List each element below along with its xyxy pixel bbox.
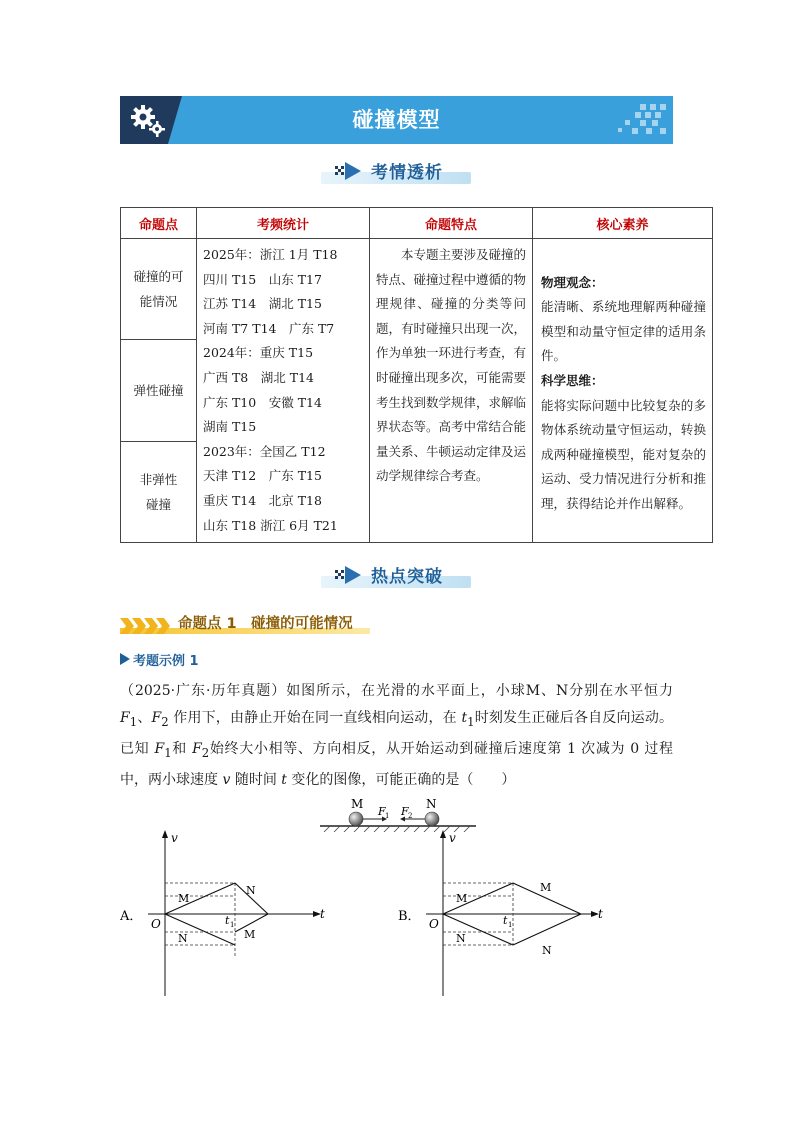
force1-label: F <box>378 805 386 818</box>
header-cell: 命题特点 <box>370 208 533 239</box>
t1-label: t <box>503 914 508 927</box>
core-text-physics-concept: 能清晰、系统地理解两种碰撞模型和动量守恒定律的适用条件。 <box>541 299 706 364</box>
subscript: 2 <box>201 745 210 760</box>
question-part: 作用下，由静止开始在同一直线相向运动，在 <box>168 710 462 726</box>
time-symbol: t <box>281 771 287 788</box>
force-symbol: F <box>154 740 165 757</box>
subscript: 1 <box>164 745 172 760</box>
line-n-label: N <box>246 884 256 897</box>
features-cell: 本专题主要涉及碰撞的特点、碰撞过程中遵循的物理规律、碰撞的分类等问题，有时碰撞只出现一次，作为单独一环进行考查，有时碰撞出现多次，可能需要考生找到数学规律，求解临界状态等。高考中常结合能量关系、牛顿运动定律及运动学规律综合考查。 <box>370 239 533 543</box>
line-n-label: N <box>542 944 552 957</box>
ball-n <box>425 812 439 826</box>
table-row <box>121 239 713 340</box>
axis-v-label: v <box>171 831 178 845</box>
command-point-label: 命题点 1 碰撞的可能情况 <box>178 616 353 632</box>
question-part: 随时间 <box>230 771 282 788</box>
t1-subscript: 1 <box>508 921 513 929</box>
question-part: 和 <box>171 740 193 757</box>
subscript: 1 <box>467 714 475 729</box>
origin-label: O <box>429 917 439 931</box>
separator: 、 <box>137 710 152 726</box>
force2-subscript: 2 <box>408 812 413 820</box>
line-m-label: M <box>244 928 256 941</box>
point-cell: 非弹性 碰撞 <box>121 441 197 542</box>
ball-n-label: N <box>426 798 437 811</box>
option-b-label: B． <box>398 909 421 924</box>
chevrons-icon <box>120 614 180 634</box>
question-part: 始终大小相等、方向相反，从开始运动到碰撞后速度第 1 次减为 0 过程中，两小球速度 <box>120 740 673 788</box>
origin-label: O <box>151 917 161 931</box>
triangle-icon <box>120 653 130 665</box>
axis-t-label: t <box>598 907 603 921</box>
section-header-hot-points <box>321 560 471 590</box>
line-n-label: N <box>456 932 466 945</box>
force-symbol: F <box>192 740 202 757</box>
line-m-label: M <box>178 892 190 905</box>
table-header-row <box>121 208 713 239</box>
force2-label: F <box>401 805 409 818</box>
command-point-header <box>120 612 370 634</box>
question-part: 变化的图像，可能正确的是（ ） <box>286 771 516 788</box>
page-title: 碰撞模型 <box>352 108 441 132</box>
point-cell: 弹性碰撞 <box>121 340 197 441</box>
section-header-exam-analysis <box>321 156 471 186</box>
core-title-scientific-thinking: 科学思维： <box>541 372 604 388</box>
subscript: 1 <box>129 714 138 729</box>
t1-label: t <box>225 914 230 927</box>
core-text-scientific-thinking: 能将实际问题中比较复杂的多物体系统动量守恒运动，转换成两种碰撞模型，能对复杂的运动、受力情况进行分析和推理，获得结论并作出解释。 <box>541 397 706 511</box>
section-title: 考情透析 <box>371 163 443 183</box>
question-text <box>120 678 673 794</box>
example-label: 考题示例 1 <box>133 654 199 669</box>
velocity-symbol: v <box>222 771 231 788</box>
line-n-label: N <box>178 932 188 945</box>
title-banner <box>120 96 673 144</box>
core-literacy-cell <box>533 239 713 543</box>
question-part: 时刻发生正碰后各自反向运动。已知 <box>120 710 674 757</box>
time-symbol: t <box>461 710 468 726</box>
option-a-label: A． <box>120 909 143 924</box>
force-symbol: F <box>151 710 162 726</box>
checkered-play-icon <box>335 160 363 182</box>
header-cell: 核心素养 <box>533 208 713 239</box>
ball-m-label: M <box>351 798 364 811</box>
ball-m <box>349 812 363 826</box>
subscript: 2 <box>161 714 169 729</box>
axis-v-label: v <box>449 831 456 845</box>
axis-t-label: t <box>320 907 325 921</box>
header-cell: 命题点 <box>121 208 197 239</box>
header-cell: 考频统计 <box>197 208 370 239</box>
line-m-label: M <box>540 881 552 894</box>
t1-subscript: 1 <box>230 921 235 929</box>
checkered-play-icon <box>335 564 363 586</box>
line-m-label: M <box>456 892 468 905</box>
core-title-physics-concept: 物理观念： <box>541 274 604 290</box>
point-cell: 碰撞的可 能情况 <box>121 239 197 340</box>
frequency-cell: 2025年：浙江 1月 T18 四川 T15 山东 T17 江苏 T14 湖北 T15 河南 T7 T14 广东 T7 2024年：重庆 T15 广西 T8 湖北 T14 广东 T10 安徽 T14 湖南 T15 2023年：全国乙 T12 天津 T12 广东 T15 重庆 T14 北京 T18 山东 T18 浙江 6月 T21 <box>197 239 370 543</box>
option-a-graph <box>120 828 340 998</box>
question-part: （2025·广东·历年真题）如图所示，在光滑的水平面上，小球M、N分别在水平恒力 <box>120 683 673 699</box>
exam-analysis-table <box>120 207 713 543</box>
option-b-graph <box>398 828 618 998</box>
force1-subscript: 1 <box>385 812 390 820</box>
section-title: 热点突破 <box>371 567 443 587</box>
force-symbol: F <box>120 710 130 726</box>
balls-force-diagram <box>318 798 478 832</box>
